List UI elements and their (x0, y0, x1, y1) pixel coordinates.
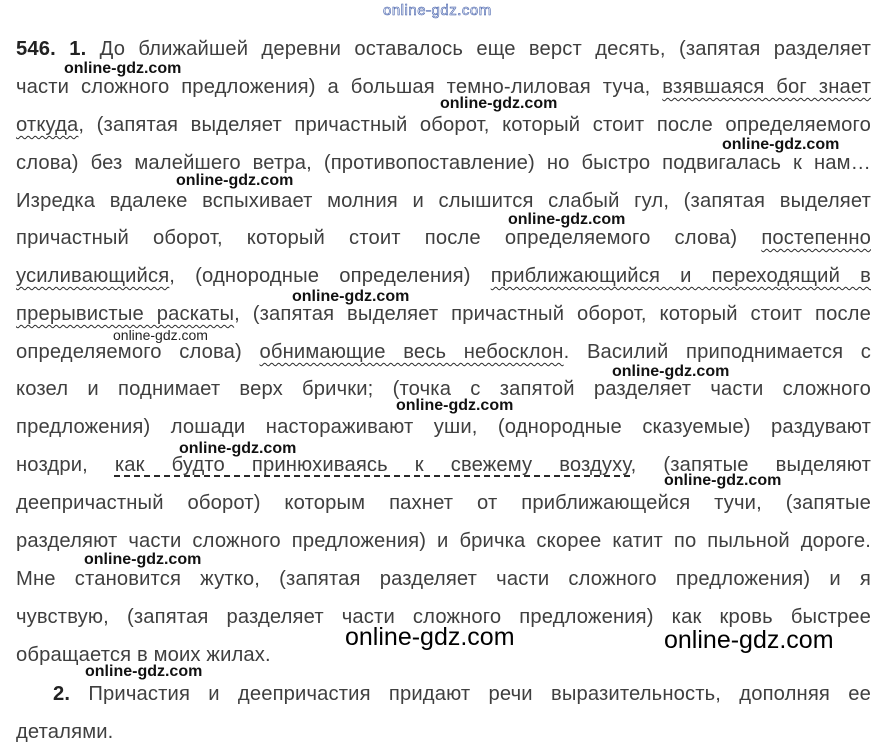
participle-phrase: усиливающийся (16, 265, 170, 287)
text-fragment: , (однородные определения) (169, 265, 491, 287)
text-fragment: слова) без малейшего ветра, (противопоставление) но быстро подвигалась к нам… (16, 152, 871, 174)
text-line-15 (16, 566, 871, 592)
watermark-large: online-gdz.com (664, 626, 834, 654)
text-fragment: , (запятая выделяет причастный оборот, который стоит после (234, 303, 871, 325)
text-line-4 (16, 150, 871, 176)
text-fragment: чувствую, (запятая разделяет части сложного предложения) как кровь быстрее (16, 606, 871, 628)
text-fragment: разделяют части сложного предложения) и бричка скорее катит по пыльной дороге. (16, 530, 871, 552)
text-fragment: причастный оборот, который стоит после определяемого слова) (16, 227, 762, 249)
watermark: online-gdz.com (113, 327, 208, 343)
text-line-3 (16, 112, 871, 138)
text-line-18 (53, 681, 871, 707)
text-line-5 (16, 188, 871, 214)
watermark: online-gdz.com (179, 440, 297, 457)
text-line-8 (16, 301, 871, 327)
text-fragment: ноздри, (16, 454, 115, 476)
watermark: online-gdz.com (396, 397, 514, 414)
text-fragment: козел и поднимает верх брички; (точка с запятой разделяет части сложного (16, 378, 871, 400)
text-fragment: Причастия и деепричастия придают речи выразительность, дополняя ее (88, 683, 871, 705)
text-fragment: , (запятая выделяет причастный оборот, который стоит после определяемого (78, 114, 871, 136)
text-fragment: Мне становится жутко, (запятая разделяет части сложного предложения) и я (16, 568, 871, 590)
text-fragment: предложения) лошади настораживают уши, (однородные сказуемые) раздувают (16, 416, 871, 438)
text-line-7 (16, 263, 871, 289)
participle-phrase: обнимающие весь небосклон (259, 341, 564, 363)
text-fragment: До ближайшей деревни оставалось еще верст десять, (запятая разделяет (99, 38, 871, 60)
text-fragment: , (запятые выделяют (630, 454, 871, 476)
text-line-6 (16, 225, 871, 251)
task-2-number: 2. (53, 683, 71, 705)
exercise-number: 546. (16, 38, 56, 60)
participle-phrase: взявшаяся бог знает (662, 76, 871, 98)
watermark: online-gdz.com (176, 172, 294, 189)
watermark: online-gdz.com (722, 136, 840, 153)
watermark: online-gdz.com (85, 663, 203, 680)
watermark: online-gdz.com (440, 95, 558, 112)
watermark: online-gdz.com (292, 288, 410, 305)
task-1-number: 1. (69, 38, 87, 60)
participle-phrase: прерывистые раскаты (16, 303, 235, 325)
watermark-large: online-gdz.com (345, 623, 515, 651)
text-fragment: Изредка вдалеке вспыхивает молния и слышится слабый гул, (запятая выделяет (16, 190, 871, 212)
watermark: online-gdz.com (612, 363, 730, 380)
watermark: online-gdz.com (508, 211, 626, 228)
text-fragment: части сложного предложения) а большая темно-лиловая туча, (16, 76, 663, 98)
participle-phrase: постепенно (761, 227, 871, 249)
text-line-11 (16, 414, 871, 440)
watermark: online-gdz.com (64, 60, 182, 77)
text-line-1 (16, 36, 871, 62)
watermark-top: online-gdz.com (383, 2, 492, 19)
text-fragment: деепричастный оборот) которым пахнет от приближающейся тучи, (запятые (16, 492, 871, 514)
text-fragment: деталями. (16, 721, 114, 743)
text-fragment: обращается в моих жилах. (16, 644, 271, 666)
text-line-13 (16, 490, 871, 516)
watermark: online-gdz.com (664, 472, 782, 489)
text-fragment: . Василий приподнимается с (563, 341, 871, 363)
text-line-19 (16, 719, 871, 745)
watermark: online-gdz.com (84, 551, 202, 568)
adverbial-participle-phrase: как будто принюхиваясь к свежему воздуху (114, 454, 631, 476)
participle-phrase: приближающийся и переходящий в (490, 265, 871, 287)
text-fragment: определяемого слова) (16, 341, 260, 363)
participle-phrase: откуда (16, 114, 79, 136)
